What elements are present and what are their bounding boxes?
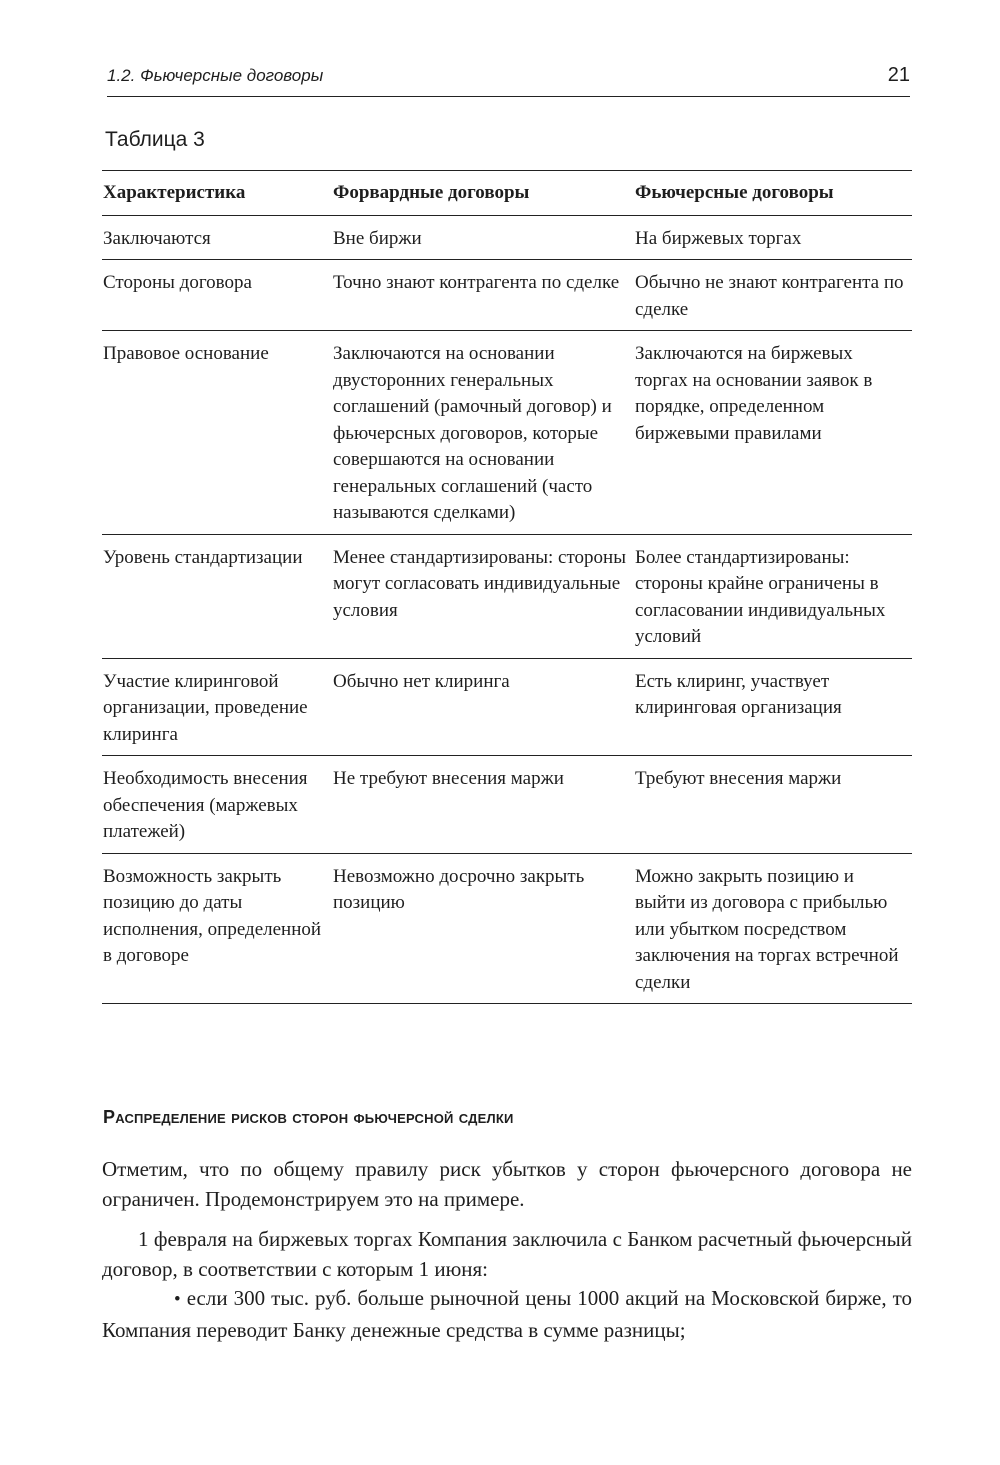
table-cell: Участие клиринговой организации, проведение клиринга xyxy=(102,658,332,756)
example-paragraph: 1 февраля на биржевых торгах Компания заключила с Банком расчетный фьючерсный договор, в соответствии с которым 1 июня: xyxy=(102,1227,912,1281)
table-caption: Таблица 3 xyxy=(105,128,205,151)
table-row xyxy=(102,658,912,756)
column-header: Фьючерсные договоры xyxy=(634,171,912,216)
bullet-marker: • xyxy=(174,1289,181,1310)
table-row xyxy=(102,215,912,260)
table-row xyxy=(102,853,912,1004)
table-cell: Менее стандартизированы: стороны могут согласовать индивидуальные условия xyxy=(332,534,634,658)
table-cell: На биржевых торгах xyxy=(634,215,912,260)
table-cell: Стороны договора xyxy=(102,260,332,331)
table-row xyxy=(102,756,912,854)
table-cell: Вне биржи xyxy=(332,215,634,260)
table-row xyxy=(102,534,912,658)
section-heading: Распределение рисков сторон фьючерсной сделки xyxy=(103,1107,514,1127)
table-cell: Заключаются на основании двусторонних генеральных соглашений (рамочный договор) и фьючерсных договоров, которые совершаются на основании генеральных соглашений (часто называются сделками) xyxy=(332,331,634,535)
table-cell: Точно знают контрагента по сделке xyxy=(332,260,634,331)
page-number: 21 xyxy=(887,64,910,86)
table-row xyxy=(102,331,912,535)
table-cell: Заключаются на биржевых торгах на основании заявок в порядке, определенном биржевыми правилами xyxy=(634,331,912,535)
table-cell: Можно закрыть позицию и выйти из договора с прибылью или убытком посредством заключения на торгах встречной сделки xyxy=(634,853,912,1004)
comparison-table xyxy=(102,170,912,1004)
table-cell: Обычно нет клиринга xyxy=(332,658,634,756)
column-header: Форвардные договоры xyxy=(332,171,634,216)
table-header-row xyxy=(102,171,912,216)
bullet-item xyxy=(102,1283,912,1345)
column-header: Характеристика xyxy=(102,171,332,216)
table-cell: Более стандартизированы: стороны крайне ограничены в согласовании индивидуальных условий xyxy=(634,534,912,658)
table-cell: Не требуют внесения маржи xyxy=(332,756,634,854)
body-paragraph: Отметим, что по общему правилу риск убытков у сторон фьючерсного договора не ограничен. Продемонстрируем это на примере. xyxy=(102,1157,912,1211)
table-cell: Обычно не знают контрагента по сделке xyxy=(634,260,912,331)
bullet-text: если 300 тыс. руб. больше рыночной цены 1000 акций на Московской бирже, то Компания переводит Банку денежные средства в сумме разницы; xyxy=(102,1286,913,1342)
table-row xyxy=(102,260,912,331)
table-cell: Заключаются xyxy=(102,215,332,260)
table-cell: Возможность закрыть позицию до даты исполнения, определенной в договоре xyxy=(102,853,332,1004)
table-cell: Правовое основание xyxy=(102,331,332,535)
table-cell: Требуют внесения маржи xyxy=(634,756,912,854)
table-cell: Есть клиринг, участвует клиринговая организация xyxy=(634,658,912,756)
table-cell: Уровень стандартизации xyxy=(102,534,332,658)
table-cell: Невозможно досрочно закрыть позицию xyxy=(332,853,634,1004)
table-cell: Необходимость внесения обеспечения (маржевых платежей) xyxy=(102,756,332,854)
header-section-title: 1.2. Фьючерсные договоры xyxy=(107,66,324,85)
running-header xyxy=(107,62,910,97)
